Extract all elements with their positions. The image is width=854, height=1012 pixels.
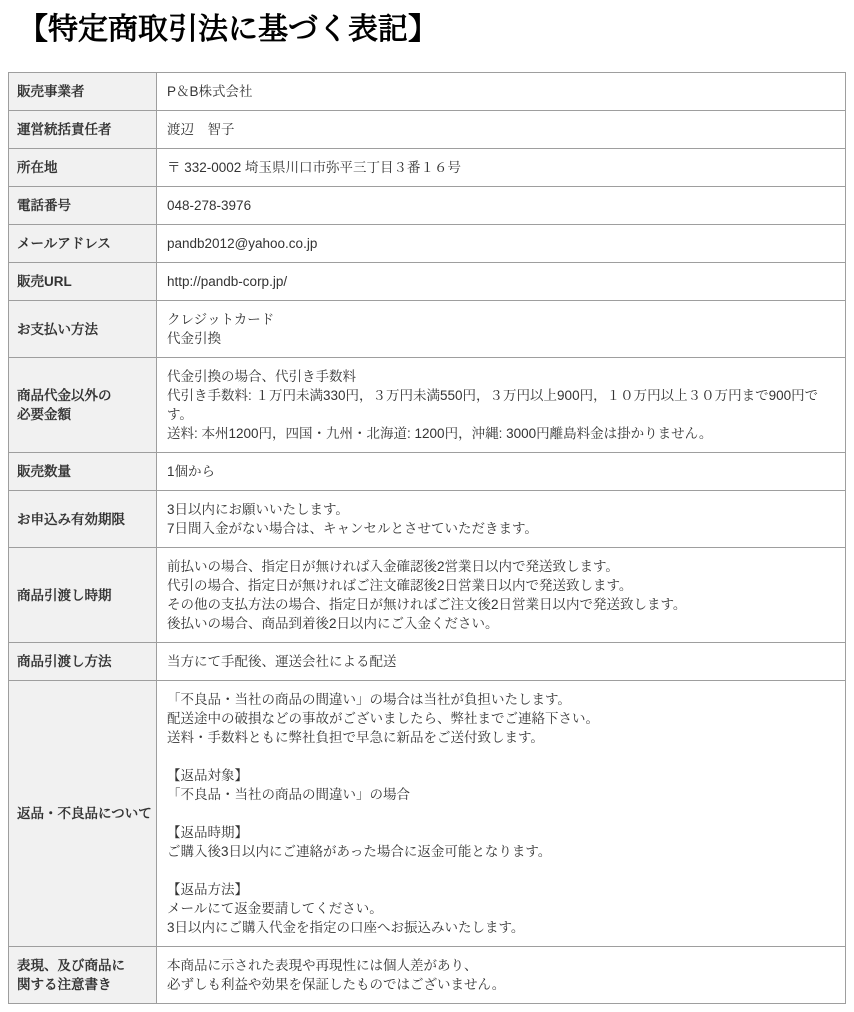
table-row [9,225,846,263]
table-row [9,111,846,149]
row-value: http://pandb-corp.jp/ [157,263,846,301]
row-label: お支払い方法 [9,301,157,358]
row-value: クレジットカード 代金引換 [157,301,846,358]
table-body [9,73,846,1004]
table-row [9,643,846,681]
row-label: メールアドレス [9,225,157,263]
table-row [9,149,846,187]
table-row [9,73,846,111]
row-value: 〒 332-0002 埼玉県川口市弥平三丁目３番１６号 [157,149,846,187]
row-value: P＆B株式会社 [157,73,846,111]
row-value: 前払いの場合、指定日が無ければ入金確認後2営業日以内で発送致します。 代引の場合、指定日が無ければご注文確認後2日営業日以内で発送致します。 その他の支払方法の場合、指定日が無ければご注文後2日営業日以内で発送致します。 後払いの場合、商品到着後2日以内にご入金ください。 [157,548,846,643]
row-value: 代金引換の場合、代引き手数料 代引き手数料: １万円未満330円，３万円未満550円，３万円以上900円，１０万円以上３０万円まで900円です。 送料: 本州1200円，四国・九州・北海道: 1200円，沖縄: 3000円離島料金は掛かりません。 [157,358,846,453]
row-value: 本商品に示された表現や再現性には個人差があり、 必ずしも利益や効果を保証したものではございません。 [157,947,846,1004]
row-label: お申込み有効期限 [9,491,157,548]
row-label: 電話番号 [9,187,157,225]
row-label: 運営統括責任者 [9,111,157,149]
table-row [9,358,846,453]
table-row [9,491,846,548]
row-label: 販売URL [9,263,157,301]
row-label: 商品引渡し方法 [9,643,157,681]
table-row [9,947,846,1004]
row-value: 048-278-3976 [157,187,846,225]
table-row [9,681,846,947]
row-value: 「不良品・当社の商品の間違い」の場合は当社が負担いたします。 配送途中の破損などの事故がございましたら、弊社までご連絡下さい。 送料・手数料ともに弊社負担で早急に新品をご送付致します。 【返品対象】 「不良品・当社の商品の間違い」の場合 【返品時期】 ご購入後3日以内にご連絡があった場合に返金可能となります。 【返品方法】 メールにて返金要請してください。 3日以内にご購入代金を指定の口座へお振込みいたします。 [157,681,846,947]
row-label: 返品・不良品について [9,681,157,947]
table-row [9,263,846,301]
table-row [9,187,846,225]
row-label: 販売数量 [9,453,157,491]
table-row [9,453,846,491]
table-row [9,548,846,643]
row-label: 商品代金以外の 必要金額 [9,358,157,453]
row-value: 3日以内にお願いいたします。 7日間入金がない場合は、キャンセルとさせていただきます。 [157,491,846,548]
row-value: 渡辺 智子 [157,111,846,149]
sctl-table [8,72,846,1004]
row-label: 販売事業者 [9,73,157,111]
row-value: 当方にて手配後、運送会社による配送 [157,643,846,681]
row-value: 1個から [157,453,846,491]
row-value: pandb2012@yahoo.co.jp [157,225,846,263]
table-row [9,301,846,358]
page-title: 【特定商取引法に基づく表記】 [18,13,438,46]
row-label: 所在地 [9,149,157,187]
row-label: 表現、及び商品に 関する注意書き [9,947,157,1004]
row-label: 商品引渡し時期 [9,548,157,643]
